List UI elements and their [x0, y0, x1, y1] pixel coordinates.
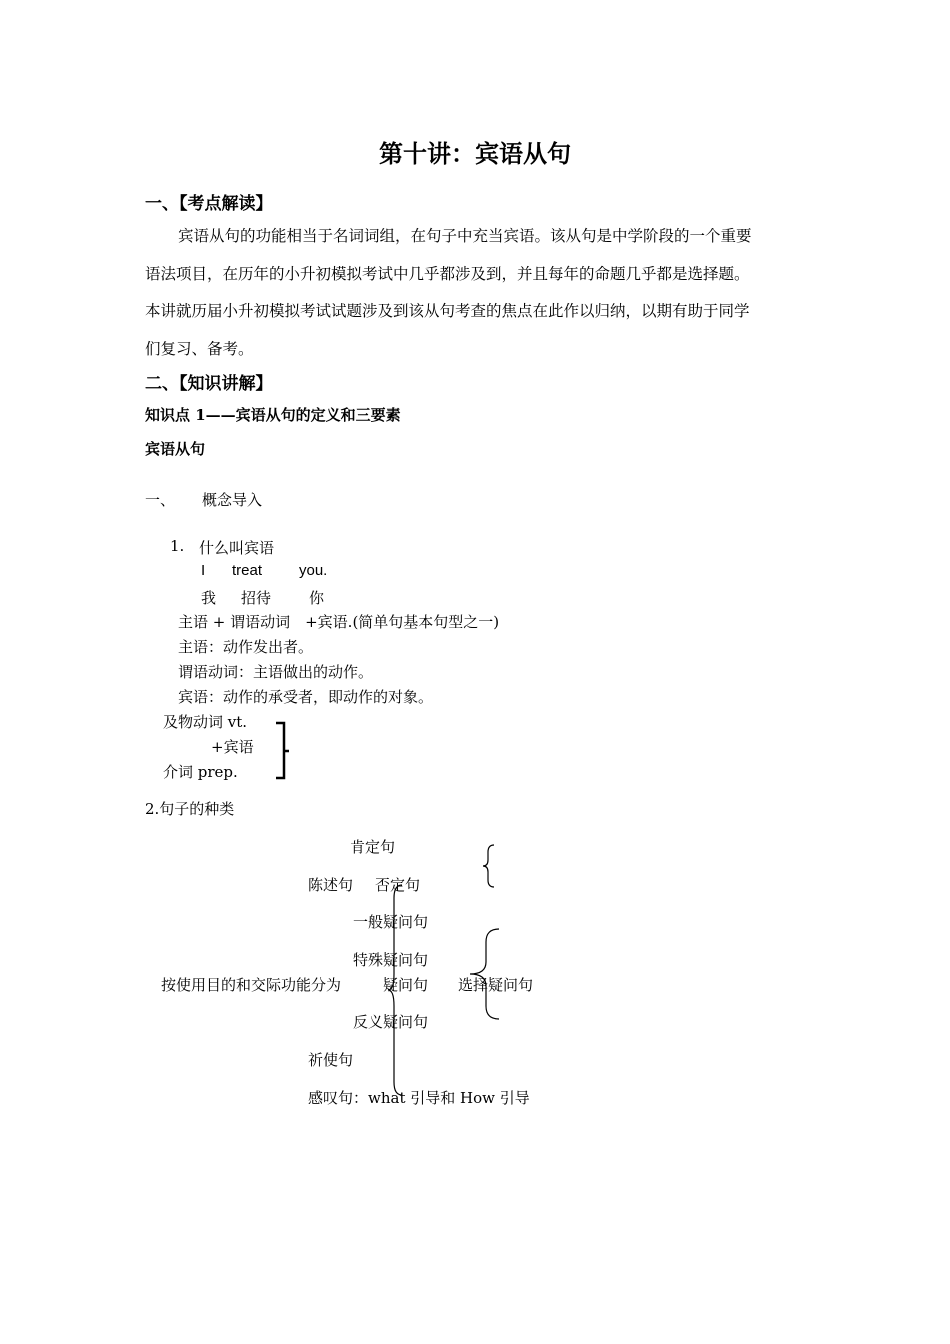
definition-verb: 谓语动词：主语做出的动作。: [178, 663, 374, 681]
type-special-question: 特殊疑问句: [353, 951, 429, 969]
example-word-en: I: [201, 562, 206, 579]
transitive-verb-label: 及物动词 vt.: [163, 713, 248, 731]
subsection-title: 宾语从句: [145, 440, 206, 458]
brace-interrogative: [468, 928, 502, 1020]
definition-subject: 主语：动作发出者。: [178, 638, 314, 656]
type-alternative-question: 选择疑问句: [458, 976, 534, 994]
section-heading-exam-points: 一、【考点解读】: [145, 194, 273, 214]
item-number: 1.: [170, 537, 185, 555]
type-general-question: 一般疑问句: [353, 913, 429, 931]
page-title: 第十讲：宾语从句: [379, 139, 571, 168]
paragraph-line: 本讲就历届小升初模拟考试试题涉及到该从句考查的焦点在此作以归纳，以期有助于同学: [145, 302, 750, 320]
concept-heading: 概念导入: [202, 491, 263, 509]
concept-heading-number: 一、: [145, 491, 176, 509]
example-word-en: treat: [232, 562, 263, 579]
example-word-zh: 你: [309, 589, 325, 607]
type-imperative: 祈使句: [308, 1051, 354, 1069]
plus-object-label: +宾语: [211, 738, 254, 756]
example-word-zh: 我: [201, 589, 217, 607]
brace-sentence-types: [386, 884, 406, 1096]
type-declarative: 陈述句: [308, 876, 354, 894]
square-bracket: [272, 721, 292, 781]
example-word-en: you.: [299, 562, 328, 579]
preposition-label: 介词 prep.: [163, 763, 238, 781]
type-negative: 否定句: [375, 876, 421, 894]
type-tag-question: 反义疑问句: [353, 1013, 429, 1031]
definition-object: 宾语：动作的承受者，即动作的对象。: [178, 688, 434, 706]
item-title: 什么叫宾语: [199, 539, 275, 557]
brace-declarative: [482, 844, 498, 888]
type-exclamatory: 感叹句：what 引导和 How 引导: [308, 1089, 530, 1107]
knowledge-point-title: 知识点 1——宾语从句的定义和三要素: [145, 406, 401, 424]
section-heading-knowledge: 二、【知识讲解】: [145, 374, 273, 394]
classification-label: 按使用目的和交际功能分为: [161, 976, 342, 994]
example-word-zh: 招待: [241, 589, 272, 607]
paragraph-line: 们复习、备考。: [145, 340, 254, 358]
sentence-formula: 主语 + 谓语动词 +宾语.(简单句基本句型之一): [178, 613, 500, 631]
type-interrogative: 疑问句: [383, 976, 429, 994]
paragraph-line: 语法项目，在历年的小升初模拟考试中几乎都涉及到，并且每年的命题几乎都是选择题。: [145, 265, 750, 283]
type-affirmative: 肯定句: [350, 838, 396, 856]
paragraph-line: 宾语从句的功能相当于名词词组，在句子中充当宾语。该从句是中学阶段的一个重要: [178, 227, 752, 245]
sentence-types-heading: 2.句子的种类: [145, 800, 235, 818]
